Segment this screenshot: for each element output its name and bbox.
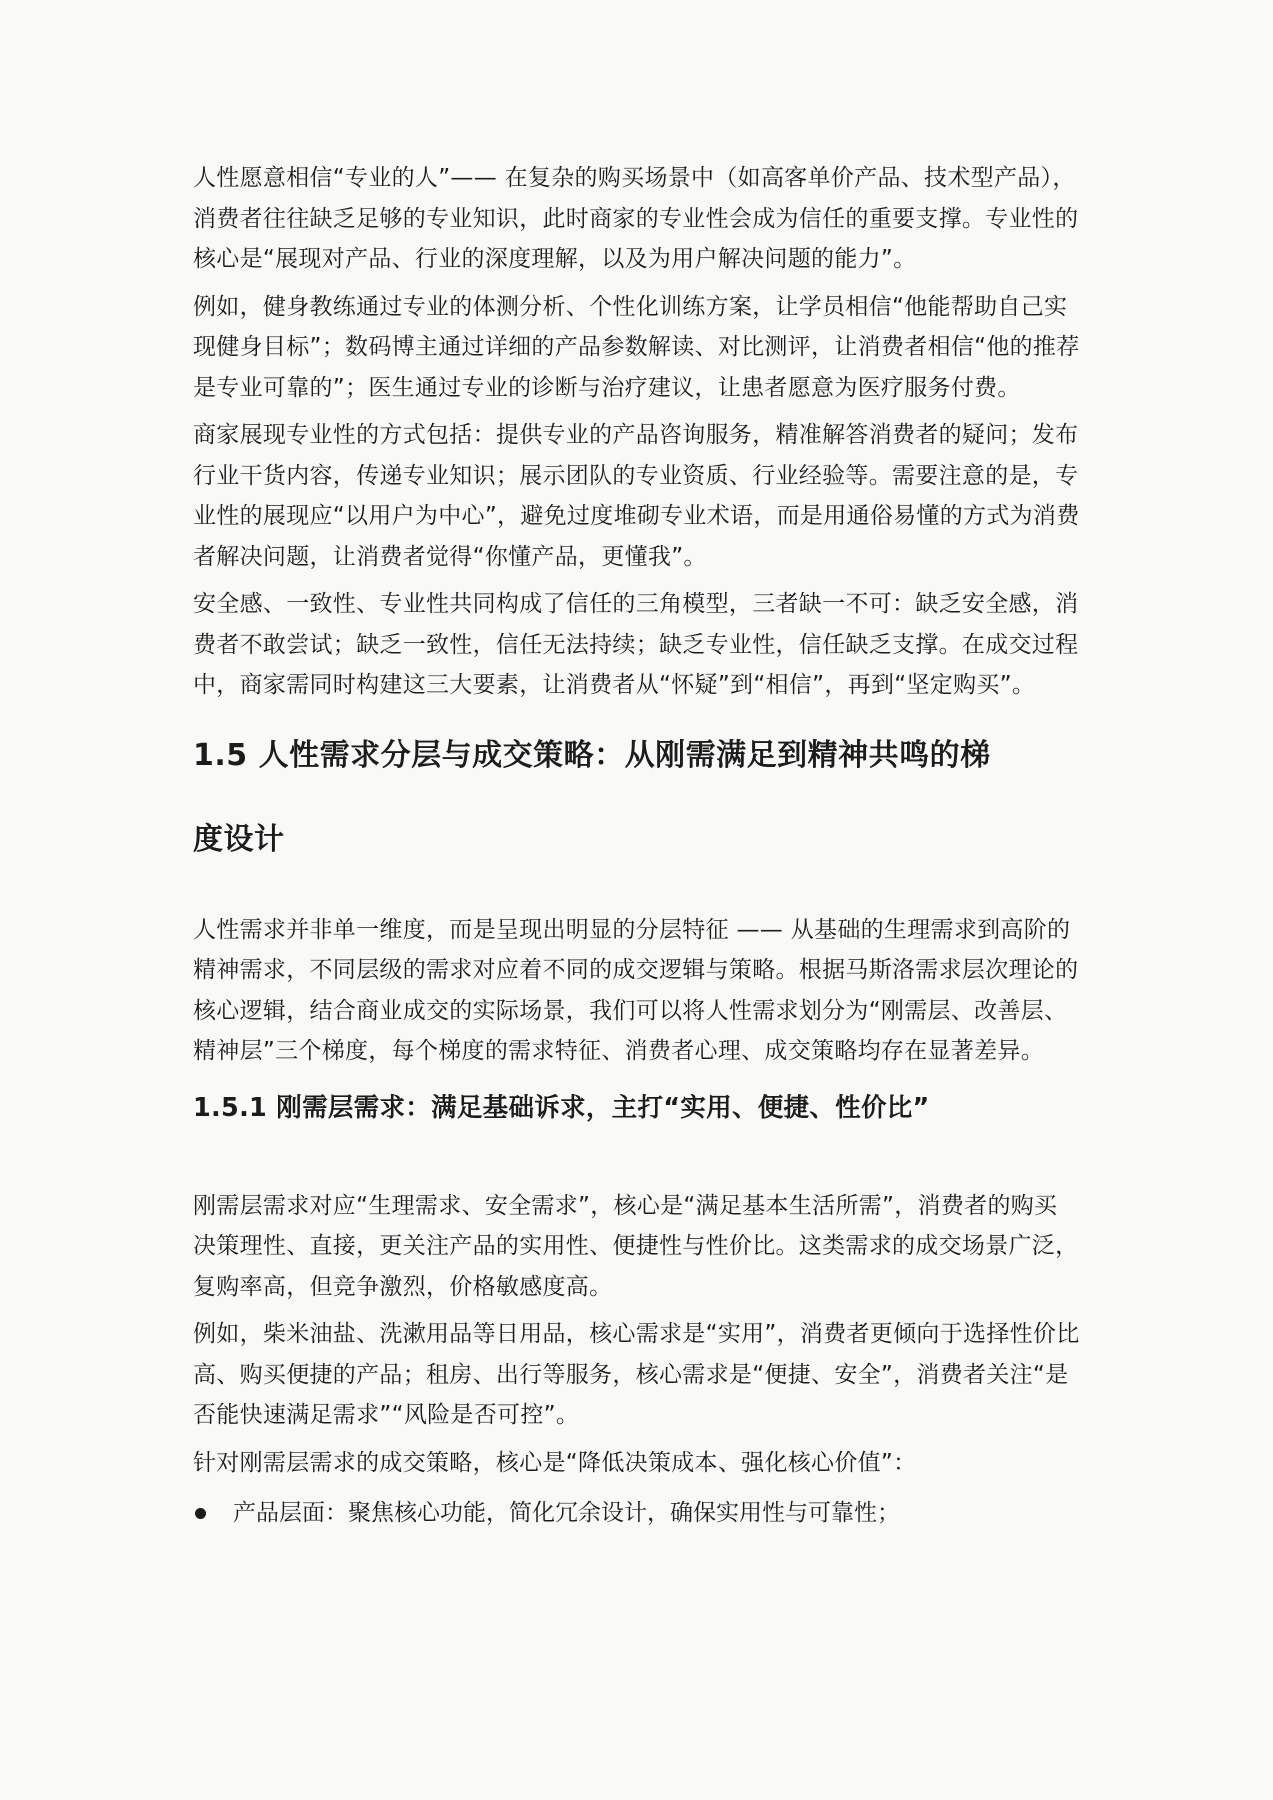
text-line: 针对刚需层需求的成交策略，核心是“降低决策成本、强化核心价值”：: [193, 1449, 917, 1476]
text-line: 人性愿意相信“专业的人”—— 在复杂的购买场景中（如高客单价产品、技术型产品），: [193, 165, 1076, 191]
heading-line: 度设计: [193, 821, 285, 857]
text-line: 消费者往往缺乏足够的专业知识，此时商家的专业性会成为信任的重要支撑。专业性的: [193, 205, 1079, 232]
paragraph-examples: [193, 287, 1083, 409]
bullet-item-product: [193, 1493, 1083, 1533]
text-line: 精神需求，不同层级的需求对应着不同的成交逻辑与策略。根据马斯洛需求层次理论的: [193, 957, 1079, 983]
text-line: 例如，健身教练通过专业的体测分析、个性化训练方案，让学员相信“他能帮助自己实: [193, 293, 1068, 320]
paragraph-needs-layers: [193, 910, 1083, 1072]
text-line: 安全感、一致性、专业性共同构成了信任的三角模型，三者缺一不可：缺乏安全感，消: [193, 591, 1079, 617]
text-line: 决策理性、直接，更关注产品的实用性、便捷性与性价比。这类需求的成交场景广泛，: [193, 1233, 1079, 1259]
text-line: 中，商家需同时构建这三大要素，让消费者从“怀疑”到“相信”，再到“坚定购买”。: [193, 672, 1036, 698]
text-line: 商家展现专业性的方式包括：提供专业的产品咨询服务，精准解答消费者的疑问；发布: [193, 422, 1079, 448]
text-line: 业性的展现应“以用户为中心”，避免过度堆砌专业术语，而是用通俗易懂的方式为消费: [193, 503, 1080, 529]
text-line: 例如，柴米油盐、洗漱用品等日用品，核心需求是“实用”，消费者更倾向于选择性价比: [193, 1321, 1080, 1347]
paragraph-methods: [193, 415, 1083, 577]
paragraph-professionalism: [193, 158, 1083, 280]
text-line: 是专业可靠的”；医生通过专业的诊断与治疗建议，让患者愿意为医疗服务付费。: [193, 374, 1021, 401]
text-line: 行业干货内容，传递专业知识；展示团队的专业资质、行业经验等。需要注意的是，专: [193, 462, 1079, 489]
subsection-heading-1-5-1: 1.5.1 刚需层需求：满足基础诉求，主打“实用、便捷、性价比”: [193, 1092, 930, 1123]
text-line: 核心逻辑，结合商业成交的实际场景，我们可以将人性需求划分为“刚需层、改善层、: [193, 997, 1068, 1024]
paragraph-daily-examples: [193, 1314, 1083, 1436]
text-line: 否能快速满足需求”“风险是否可控”。: [193, 1402, 580, 1428]
text-line: 现健身目标”；数码博主通过详细的产品参数解读、对比测评，让消费者相信“他的推荐: [193, 334, 1080, 360]
bullet-text: 产品层面：聚焦核心功能，简化冗余设计，确保实用性与可靠性；: [233, 1500, 900, 1526]
text-line: 精神层”三个梯度，每个梯度的需求特征、消费者心理、成交策略均存在显著差异。: [193, 1038, 1045, 1064]
heading-line: 1.5 人性需求分层与成交策略：从刚需满足到精神共鸣的梯: [193, 737, 991, 773]
text-line: 者解决问题，让消费者觉得“你懂产品，更懂我”。: [193, 543, 707, 570]
paragraph-rigid-demand: [193, 1186, 1083, 1308]
section-heading-1-5: [193, 714, 1083, 882]
text-line: 人性需求并非单一维度，而是呈现出明显的分层特征 —— 从基础的生理需求到高阶的: [193, 916, 1071, 943]
text-line: 费者不敢尝试；缺乏一致性，信任无法持续；缺乏专业性，信任缺乏支撑。在成交过程: [193, 631, 1079, 658]
paragraph-strategy-intro: [193, 1443, 1083, 1484]
text-line: 复购率高，但竞争激烈，价格敏感度高。: [193, 1273, 613, 1300]
page-content: [193, 158, 1083, 1533]
text-line: 核心是“展现对产品、行业的深度理解，以及为用户解决问题的能力”。: [193, 246, 917, 272]
text-line: 高、购买便捷的产品；租房、出行等服务，核心需求是“便捷、安全”，消费者关注“是: [193, 1361, 1069, 1388]
bullet-dot-icon: [195, 1508, 206, 1519]
text-line: 刚需层需求对应“生理需求、安全需求”，核心是“满足基本生活所需”，消费者的购买: [193, 1192, 1058, 1219]
paragraph-trust-triangle: [193, 584, 1083, 706]
